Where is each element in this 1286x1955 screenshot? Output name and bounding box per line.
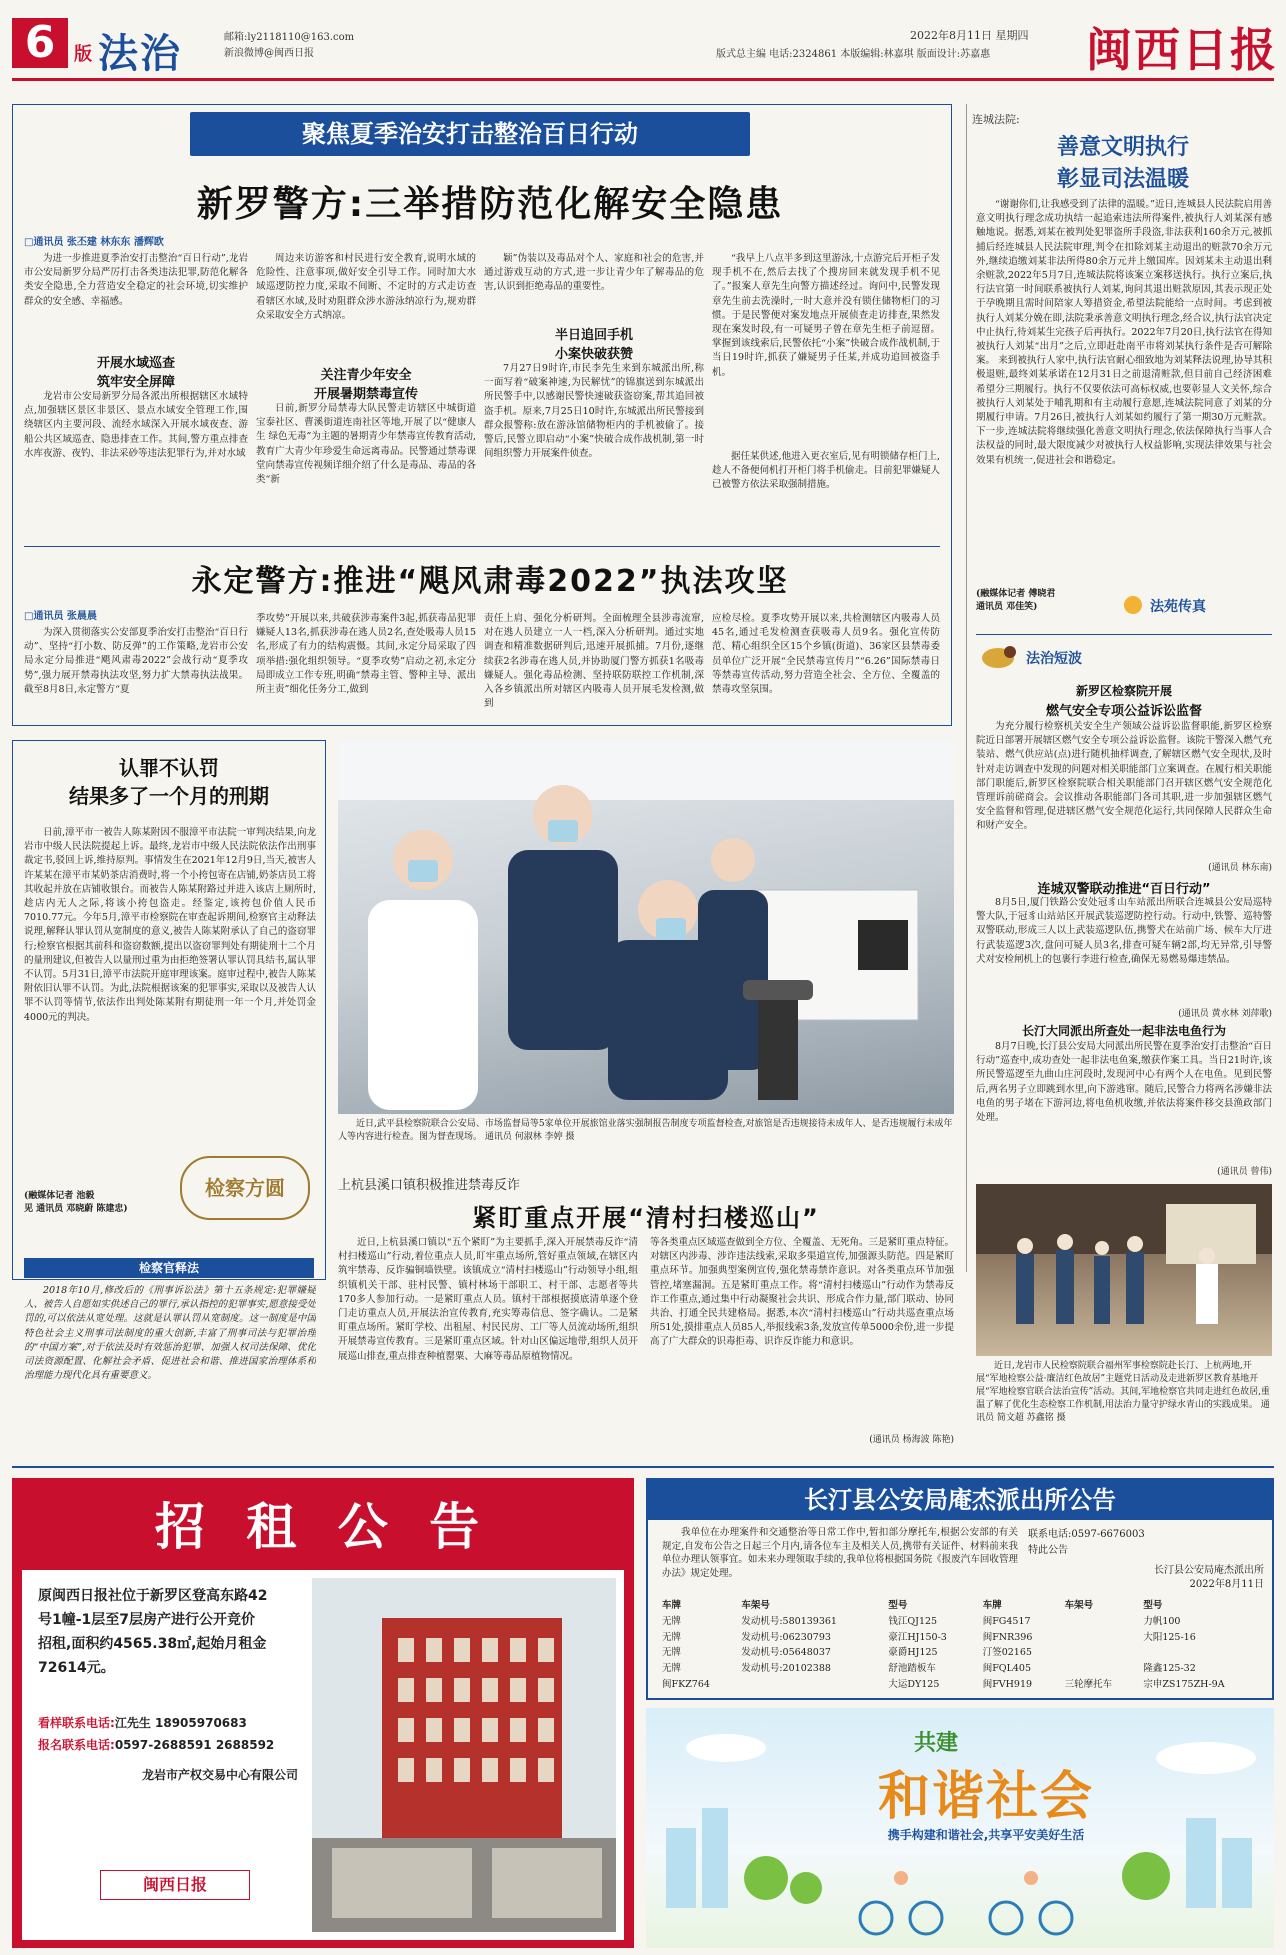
email: 邮箱:ly2118110@163.com xyxy=(224,32,355,43)
photo-prosecutors-visit xyxy=(976,1184,1272,1356)
table-row xyxy=(658,1614,1266,1630)
contact1-value: 江先生 18905970683 xyxy=(114,1716,247,1730)
photo-prosecutors-caption: 近日,龙岩市人民检察院联合福州军事检察院赴长汀、上杭两地,开展“军地检察公益·廉洁红色故居”主题党日活动及走进新罗区教育基地开展“军地检察官联合法治宣传”活动。其间,军地检察官共同走进红色故居,重温了解了优化生态检察工作机制,用法治力量守护绿水青山的实践成果。 通讯员 简文超 苏鑫铭 摄 xyxy=(976,1361,1270,1423)
paragraph: 颖”伪装以及毒品对个人、家庭和社会的危害,并通过游戏互动的方式,进一步让青少年了解毒品的危害,认识到拒绝毒品的重要性。 xyxy=(484,253,704,293)
vehicle-table-header xyxy=(658,1598,1266,1614)
article2-col1: 为深入贯彻落实公安部夏季治安打击整治“百日行动”、坚持“打小数、防反弹”的工作策略,龙岩市公安局永定分局推进“飓风肃毒2022”会战行动“夏季攻势”,强力展开禁毒执法攻坚,努力扩大禁毒执法战果。截至8月8日,永定警方“夏 xyxy=(24,627,248,695)
vehicle-table xyxy=(658,1598,1266,1693)
left-box-title-1: 认罪不认罚 xyxy=(119,756,219,780)
court-story-title-1: 善意文明执行 xyxy=(1056,135,1189,160)
brief1-body: 为充分履行检察机关安全生产领域公益诉讼监督职能,新罗区检察院近日部署开展辖区燃气安全专项公益诉讼监督。该院干警深入燃气充装站、燃气供应站(点)进行随机抽样调查,了解辖区燃气安全现状,及时针对走访调查中发现的问题对相关职能部门立案调查。在履行相关职能部门职能后,新罗区检察院联合相关职能部门召开辖区燃气安全规范化管理诉前磋商会。会议推动各职能部门各司其职,进一步加强辖区燃气安全监督和管理,促进辖区燃气安全规范化运行,共同保障人民群众生命和财产安全。 xyxy=(976,721,1272,832)
building-sign: 闽西日报 xyxy=(100,1870,250,1900)
header-cell: 车架号 xyxy=(741,1600,770,1611)
table-cell: 舒池踏板车 xyxy=(888,1663,936,1675)
article3-col1: 近日,上杭县溪口镇以“五个紧盯”为主要抓手,深入开展禁毒反诈“清村扫楼巡山”行动,着位重点人员,盯牢重点场所,管好重点领域,在辖区内筑牢禁毒、反诈骗铜墙铁壁。该镇成立“清村扫楼巡山”行动领导小组,组织镇机关干部、驻村民警、镇村林场干部职工、村干部、志愿者等共170多人参加行动。一是紧盯重点人员。镇村干部根据摸底清单逐个登门走访重点人员,开展法治宣传教育,充实筹毒信息、签字确认。二是紧盯重点场所。紧盯学校、出租屋、村民民房、工厂等人员流动场所,组织开展禁毒宣传教育。三是紧盯重点区域。针对山区偏远地带,组织人员开展巡山排查,重点排查种植罂粟、大麻等毒品原植物情况。 xyxy=(338,1237,638,1362)
brief3-title: 长汀大同派出所查处一起非法电鱼行为 xyxy=(1021,1024,1226,1038)
issue-date: 2022年8月11日 星期四 xyxy=(910,29,1029,42)
harmony-ad-slogan: 携手构建和谐社会,共享平安美好生活 xyxy=(887,1828,1085,1842)
table-cell: 发动机号:580139361 xyxy=(741,1615,837,1627)
jianchaguan-shifa-label: 检察官释法 xyxy=(24,1258,314,1278)
table-cell: 钱江QJ125 xyxy=(888,1615,938,1627)
table-cell xyxy=(1061,1630,1140,1646)
court-story-title-2: 彰显司法温暖 xyxy=(1056,167,1189,192)
police-notice-sign: 长汀县公安局庵杰派出所 xyxy=(1154,1565,1264,1576)
page-number: 6 xyxy=(12,18,68,68)
contact2-value: 0597-2688591 2688592 xyxy=(114,1738,275,1752)
left-box-title-2: 结果多了一个月的刑期 xyxy=(69,784,269,808)
police-notice-phone: 联系电话:0597-6676003 xyxy=(1028,1529,1145,1540)
table-cell: 无牌 xyxy=(662,1631,682,1643)
article3-byline: (通讯员 杨海波 陈艳) xyxy=(869,1435,954,1445)
court-story-byline: (融媒体记者 傅晓君 通讯员 邓佳笑) xyxy=(976,589,1056,612)
table-cell: 闽FNR396 xyxy=(982,1631,1033,1643)
header-cell: 车牌 xyxy=(982,1600,1002,1611)
ad-rule xyxy=(12,1466,1274,1468)
jiancha-fangyuan-stamp: 检察方圆 xyxy=(180,1156,310,1220)
masthead-rule xyxy=(12,78,1274,81)
tag-fayuan: 法苑传真 xyxy=(1150,599,1206,615)
brief2-body: 8月5日,厦门铁路公安处冠豸山车站派出所联合连城县公安局巡特警大队,于冠豸山站站区开展武装巡逻防控行动。行动中,铁警、巡特警双警联动,形成三人以上武装巡逻队伍,携警犬在站前广场、候车大厅进行武装巡逻3次,盘问可疑人员3名,排查可疑车辆2部,均无异常,引导警犬对安检闸机上的包裹行李进行检查,确保无易燃易爆违禁品。 xyxy=(976,897,1272,965)
harmony-ad-headline: 和谐社会 xyxy=(877,1766,1094,1827)
header-cell: 型号 xyxy=(888,1600,908,1611)
table-cell: 无牌 xyxy=(662,1647,682,1659)
building-illustration xyxy=(312,1578,616,1932)
section-divider xyxy=(24,546,940,547)
brief2-byline: (通讯员 黄水林 刘萍歌) xyxy=(1178,1009,1272,1019)
brief3-body: 8月7日晚,长汀县公安局大同派出所民警在夏季治安打击整治“百日行动”巡查中,成功查处一起非法电鱼案,缴获作案工具。当日21时许,该所民警巡逻至九曲山庄河段时,发现河中心有两个人在电鱼。见到民警后,两名男子立即跳到水里,向下游逃窜。随后,民警合力将两名涉嫌非法电鱼的男子堵在下游河边,将电鱼机收缴,并依法将案件移交县渔政部门处理。 xyxy=(976,1041,1272,1124)
article3-col2: 等各类重点区域巡查做到全方位、全覆盖、无死角。三是紧盯重点特征。对辖区内涉毒、涉诈违法线索,采取多渠道宣传,加强源头防范。四是紧盯重点环节。加强典型案例宣传,强化禁毒禁诈意识。对各类重点环节加强管控,堵塞漏洞。五是紧盯重点工作。将“清村扫楼巡山”行动作为禁毒反诈工作重点,通过集中行动凝聚社会共识、形成合作力量,部门联动、协同共治、打通全民共建格局。据悉,本次“清村扫楼巡山”行动共巡查重点场所51处,摸排重点人员85人,举报线索3条,发放宣传单5000余份,进一步提高了广大群众的识毒拒毒、识诈反诈能力和意识。 xyxy=(650,1237,954,1348)
article1-col2 xyxy=(256,252,476,534)
article1-byline: □通讯员 张丕建 林东东 潘辉欧 xyxy=(24,237,164,248)
feature-banner: 聚焦夏季治安打击整治百日行动 xyxy=(190,112,750,156)
table-cell: 大阳125-16 xyxy=(1143,1631,1196,1643)
table-cell: 三轮摩托车 xyxy=(1064,1678,1113,1690)
table-row xyxy=(658,1630,1266,1646)
table-row xyxy=(658,1645,1266,1661)
photo-hotel-caption: 近日,武平县检察院联合公安局、市场监督局等5家单位开展旅馆业落实强制报告制度专项监督检查,对旅馆是否违规接待未成年人、是否违规履行未成年人等内容进行检查。图为督查现场。 通讯员 何淑林 李婷 摄 xyxy=(338,1119,953,1142)
rent-ad-body: 原闽西日报社位于新罗区登高东路42号1幢-1层至7层房产进行公开竞价招租,面积约4565.38㎡,起始月租金72614元。 xyxy=(38,1588,268,1676)
editor-credits: 版式总主编 电话:2324861 本版编辑:林嘉琪 版面设计:苏嘉惠 xyxy=(716,49,991,60)
table-cell: 力帆100 xyxy=(1143,1615,1181,1627)
page-label: 版 xyxy=(74,44,92,65)
story-kicker: 连城法院: xyxy=(972,113,1020,126)
table-cell xyxy=(1061,1645,1140,1661)
table-row xyxy=(658,1677,1266,1693)
police-notice-date: 2022年8月11日 xyxy=(1189,1579,1264,1590)
photo-hotel-inspection xyxy=(338,740,954,1114)
paragraph: 龙岩市公安局新罗分局各派出所根据辖区水域特点,加强辖区景区非景区、景点水域安全管理工作,围绕辖区内主要河段、流经水域深入开展水域夜查、游船公共区域巡查、隐患排查工作。其间,警方重点排查水库夜游、夜钓、非法采砂等违法犯罪行为,并对水域 xyxy=(24,391,248,459)
tag-badge-icon xyxy=(980,644,1020,670)
column-rule xyxy=(966,104,967,1272)
harmony-ad-kicker: 共建 xyxy=(914,1731,959,1756)
header-cell: 车架号 xyxy=(1064,1600,1094,1611)
contact-info xyxy=(224,30,354,62)
brief1-byline: (通讯员 林东南) xyxy=(1208,863,1272,873)
article2-col2: 季攻势”开展以来,共破获涉毒案件3起,抓获毒品犯罪嫌疑人13名,抓获涉毒在逃人员2名,查处吸毒人员15名,形成了有力的结构震慑。其间,永定分局采取了四项举措:强化组织领导。“夏季攻势”启动之初,永定分局即成立工作专班,明确“禁毒主管、警种主导、派出所主责”细化任务分工,做到 xyxy=(256,613,476,696)
table-cell: 发动机号:05648037 xyxy=(741,1647,831,1659)
court-story-body: “谢谢你们,让我感受到了法律的温暖。”近日,连城县人民法院启用善意文明执行理念成功执结一起追索违法所得案件,被执行人刘某深有感触地说。据悉,刘某在被判处犯罪盗所手段盗,非法获利160余万元,被抓捕后经连城县人民法院审理,判令在扣除刘某主动退出的赃款70余万元外,继续追缴刘某非法所得80余万元并上缴国库。因刘某未主动退出剩余赃款,2022年5月7日,连城法院将该案立案移送执行。执行立案后,执行法官第一时间联系被执行人刘某,询问其退出赃款原因,其表示现正处于孕晚期且需时间陪家人筹措资金,希望法院能给一点时间。考虑到被执行人刘某分娩在即,法院秉承善意文明执行理念,经合议,执行法官决定中止执行,待刘某生完孩子后再执行。2022年7月20日,执行法官在得知被执行人刘某“出月”之后,立即赶赴南平市将刘某执行条件是否可解除案。 来到被执行人家中,执行法官耐心细致地为刘某释法说理,协导其积极退赃,最终刘某承诺在12月31日之前退清赃款,但目前自己经济困难希望分三期履行。执行不仅要依法可高标权威,也要彰显人文关怀,综合被执行人刘某处于哺乳期和有主动履行意愿,连城法院同意了刘某的分期履行申请。7月26日,被执行人刘某如约履行了第一期30万元赃款。下一步,连城法院将继续强化善意文明执行理念,依法保障执行当事人合法权益的同时,最大限度减少对被执行人权益影响,实现法律效果与社会效果有机统一,促进社会和谐稳定。 xyxy=(976,199,1272,466)
police-notice-closing: 特此公告 xyxy=(1028,1545,1068,1556)
table-cell: 汀签02165 xyxy=(982,1647,1032,1659)
newspaper-logo: 闽西日报 xyxy=(1086,23,1278,77)
police-notice-title: 长汀县公安局庵杰派出所公告 xyxy=(648,1480,1272,1520)
table-cell: 闽FKZ764 xyxy=(662,1678,710,1690)
left-box-body: 日前,漳平市一被告人陈某附因不服漳平市法院一审判决结果,向龙岩市中级人民法院提起上诉。最终,龙岩市中级人民法院依法作出刑事裁定书,驳回上诉,维持原判。事情发生在2021年12月9日,当天,被害人许某某在漳平市某奶茶店消费时,将一个小挎包寄在店铺,奶茶店员工将其收起并放在店铺收银台。而被告人陈某附路过并进入该店上厕所时,趁店内无人之际,将该小挎包盗走。经鉴定,该挎包价值人民币7010.77元。今年5月,漳平市检察院在审查起诉期间,检察官主动释法说理,解释认罪认罚从宽制度的意义,被告人陈某附承认了自己的盗窃罪行;检察官根据其前科和盗窃数额,提出以盗窃罪判处有期徒刑十二个月的量刑建议,但被告人以量刑过重为由拒绝签署认罪认罚具结书,属认罪不认罚。5月31日,漳平市法院开庭审理该案。庭审过程中,被告人陈某附依旧认罪不认罚。为此,法院根据该案的犯罪事实,采取以及被告人认罪不认罚等情节,依法作出判处陈某附有期徒刑一年一个月,并处罚金4000元的判决。 xyxy=(24,827,316,1023)
brief1-kicker: 新罗区检察院开展 xyxy=(1075,684,1172,698)
paragraph: 据任某供述,他进入更衣室后,见有明锁储存柜门上,趁人不备便伺机打开柜门将手机偷走。目前犯罪嫌疑人已被警方依法采取强制措施。 xyxy=(712,451,940,491)
paragraph: 日前,新罗分局禁毒大队民警走访辖区中城街道宝泰社区、曹溪街道连南社区等地,开展了以“健康人生 绿色无毒”为主题的暑期青少年禁毒宣传教育活动,教育广大青少年珍爱生命远离毒品。民警通过禁毒课堂向禁毒宣传视频详细介绍了什么是毒品、毒品的各类“新 xyxy=(256,403,476,486)
left-box-byline: (融媒体记者 池毅 见 通讯员 邓晓蔚 陈建忠) xyxy=(24,1191,128,1214)
brief3-byline: (通讯员 曾伟) xyxy=(1217,1167,1272,1177)
article1-col4 xyxy=(712,252,940,534)
tag-sun-icon xyxy=(1124,596,1142,614)
rent-ad xyxy=(12,1478,634,1948)
table-cell xyxy=(737,1677,884,1693)
paragraph: 为进一步推进夏季治安打击整治“百日行动”,龙岩市公安局新罗分局严厉打击各类违法犯罪,防范化解各类安全隐患,全力营造安全稳定的社会环境,切实维护群众的安全感、幸福感。 xyxy=(24,253,248,307)
contact2-label: 报名联系电话: xyxy=(38,1738,115,1752)
rent-ad-contacts xyxy=(38,1712,298,1756)
tag-fazhi-duanbo: 法治短波 xyxy=(1026,651,1082,667)
weibo: 新浪微博@闽西日报 xyxy=(224,48,314,59)
article3-kicker: 上杭县溪口镇积极推进禁毒反诈 xyxy=(338,1178,521,1193)
table-cell: 发动机号:20102388 xyxy=(741,1663,831,1675)
paragraph: 周边来访游客和村民进行安全教育,说明水域的危险性、注意事项,做好安全引导工作。同时加大水域巡逻防控力度,采取不间断、不定时的方式走访查看辖区水域,及时劝阻群众涉水游泳纳凉行为,规劝群众采取安全方式纳凉。 xyxy=(256,253,476,321)
rent-ad-title: 招 租 公 告 xyxy=(154,1497,492,1556)
subhead: 关注青少年安全 xyxy=(320,368,412,383)
table-cell: 宗申ZS175ZH-9A xyxy=(1143,1678,1225,1690)
brief1-title: 燃气安全专项公益诉讼监督 xyxy=(1045,704,1202,719)
table-cell: 闽FVH919 xyxy=(982,1678,1033,1690)
subhead: 筑牢安全屏障 xyxy=(96,375,175,390)
paragraph: “我早上八点半多到这里游泳,十点游完后开柜子发现手机不在,然后去找了个搜房回来就发现手机不见了。”报案人章先生向警方描述经过。询问中,民警发现章先生前去洗澡时,一时大意并没有锁住储物柜门的习惯。于是民警便对案发地点开展侦查走访排查,果然发现在案发时段,有一可疑男子曾在章先生柜子前逗留。掌握到该线索后,民警依托“小案”快破合成作战机制,于当日19时许,抓获了嫌疑男子任某,并成功追回被盗手机。 xyxy=(712,253,940,378)
table-cell xyxy=(1061,1661,1140,1677)
header-cell: 型号 xyxy=(1143,1600,1163,1611)
police-notice-body: 我单位在办理案件和交通整治等日常工作中,暂扣部分摩托车,根据公安部的有关规定,自发布公告之日起三个月内,请各位车主及相关人员,携带有关证件、材料前来我单位办理认领事宜。如未来办理领取手续的,我单位将根据国务院《报废汽车回收管理办法》规定处理。 xyxy=(662,1527,1018,1579)
table-cell: 无牌 xyxy=(662,1663,682,1675)
section-title: 法治 xyxy=(98,31,182,77)
article1-col1 xyxy=(24,252,248,534)
article2-headline: 永定警方:推进“飓风肃毒2022”执法攻坚 xyxy=(191,564,789,599)
article2-col4: 应检尽检。夏季攻势开展以来,共检测辖区内吸毒人员45名,通过毛发检测查获吸毒人员9名。强化宣传防范、精心组织全区15个乡镇(街道)、36家区县禁毒委员单位广泛开展“全民禁毒宣传月”“6.26”国际禁毒日等禁毒宣传活动,努力营造全社会、全方位、全覆盖的禁毒攻坚氛围。 xyxy=(712,613,940,696)
harmony-ad xyxy=(646,1708,1274,1948)
subhead: 半日追回手机 xyxy=(554,328,633,343)
table-cell: 闽FG4517 xyxy=(982,1615,1031,1627)
rent-ad-org: 龙岩市产权交易中心有限公司 xyxy=(142,1768,299,1782)
table-cell xyxy=(1061,1614,1140,1630)
header-cell: 车牌 xyxy=(662,1600,682,1611)
jianchaguan-shifa-body: 2018年10月,修改后的《刑事诉讼法》第十五条规定:犯罪嫌疑人、被告人自愿如实供述自己的罪行,承认指控的犯罪事实,愿意接受处罚的,可以依法从宽处理。这就是认罪认罚从宽制度。这一制度是中国特色社会主义刑事司法制度的重大创新,丰富了刑事司法与犯罪治理的“中国方案”,对于依法及时有效惩治犯罪、加强人权司法保障、优化司法资源配置、化解社会矛盾、促进社会和谐、推进国家治理体系和治理能力现代化具有重要意义。 xyxy=(24,1285,316,1382)
table-cell: 发动机号:06230793 xyxy=(741,1631,831,1643)
table-cell: 豪江HJ150-3 xyxy=(888,1631,947,1643)
article3-headline: 紧盯重点开展“清村扫楼巡山” xyxy=(472,1204,820,1232)
article1-col3 xyxy=(484,252,704,534)
contact1-label: 看样联系电话: xyxy=(38,1716,115,1730)
article1-headline: 新罗警方:三举措防范化解安全隐患 xyxy=(196,184,784,225)
article2-byline: □通讯员 张晨晨 xyxy=(24,611,97,622)
table-cell xyxy=(1139,1645,1266,1661)
rent-ad-panel xyxy=(22,1570,624,1940)
table-cell: 无牌 xyxy=(662,1615,682,1627)
table-cell: 大运DY125 xyxy=(888,1678,940,1690)
police-notice xyxy=(646,1478,1274,1700)
brief2-title: 连城双警联动推进“百日行动” xyxy=(1037,882,1211,897)
subhead: 开展水域巡查 xyxy=(96,356,175,371)
subhead: 小案快破获赞 xyxy=(554,347,633,362)
table-row xyxy=(658,1661,1266,1677)
subhead: 开展暑期禁毒宣传 xyxy=(313,387,418,402)
paragraph: 7月27日9时许,市民李先生来到东城派出所,称一面写着“破案神速,为民解忧”的锦旗送到东城派出所民警手中,以感谢民警快速破获盗窃案,帮其追回被盗手机。原来,7月25日10时许,东城派出所民警接到群众报警称:放在游泳馆储物柜内的手机被偷了。接警后,民警立即启动“小案”快破合成作战机制,第一时间组织警力开展案件侦查。 xyxy=(484,363,704,460)
section-divider xyxy=(976,634,1272,635)
masthead xyxy=(0,0,1286,90)
table-cell: 豪爵HJ125 xyxy=(888,1647,938,1659)
article2-col3: 责任上肩、强化分析研判。全面梳理全县涉毒流窜,对在逃人员建立一人一档,深入分析研判。通过实地调查和精准数据研判后,迅速开展抓捕。7月份,逐继续获2名涉毒在逃人员,并协助厦门警方抓获1名吸毒嫌疑人。强化毒品检测、坚持联防联控工作机制,深入各乡镇派出所对辖区内吸毒人员开展毛发检测,做到 xyxy=(484,613,704,710)
table-cell: 闽FQL405 xyxy=(982,1663,1032,1675)
table-cell: 隆鑫125-32 xyxy=(1143,1663,1196,1675)
